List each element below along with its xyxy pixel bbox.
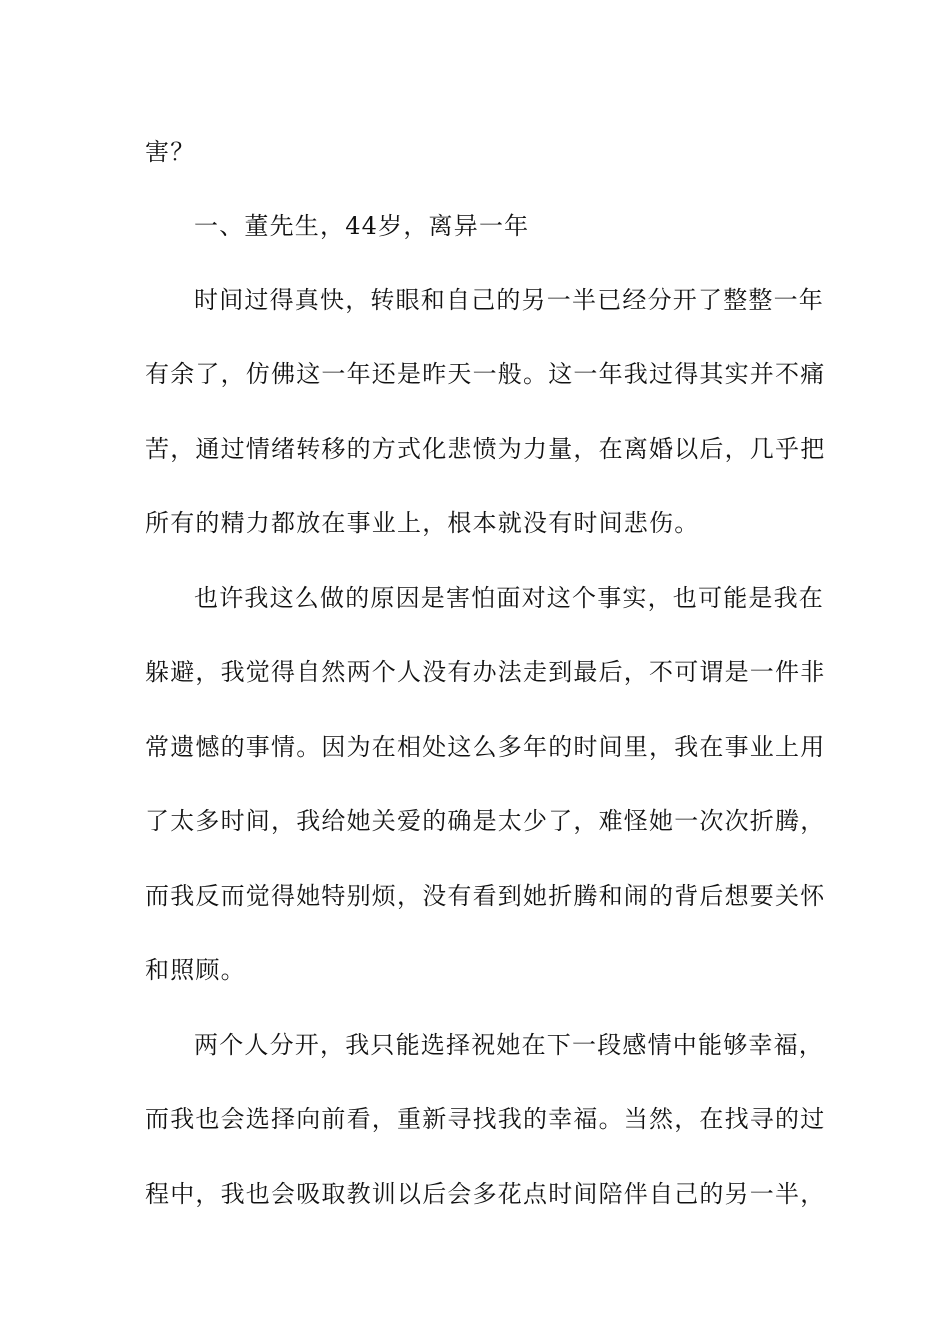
text-line-11: 而我反而觉得她特别烦，没有看到她折腾和闹的背后想要关怀 <box>145 882 826 910</box>
text-line-10: 了太多时间，我给她关爱的确是太少了，难怪她一次次折腾， <box>145 807 826 835</box>
text-line-5: 苦，通过情绪转移的方式化悲愤为力量，在离婚以后，几乎把 <box>145 435 826 463</box>
text-line-7: 也许我这么做的原因是害怕面对这个事实，也可能是我在 <box>194 584 824 612</box>
text-line-14: 而我也会选择向前看，重新寻找我的幸福。当然，在找寻的过 <box>145 1105 826 1133</box>
text-line-6: 所有的精力都放在事业上，根本就没有时间悲伤。 <box>145 509 700 537</box>
text-line-8: 躲避，我觉得自然两个人没有办法走到最后，不可谓是一件非 <box>145 658 826 686</box>
text-line-4: 有余了，仿佛这一年还是昨天一般。这一年我过得其实并不痛 <box>145 360 826 388</box>
text-line-15: 程中，我也会吸取教训以后会多花点时间陪伴自己的另一半， <box>145 1180 826 1208</box>
text-line-3: 时间过得真快，转眼和自己的另一半已经分开了整整一年 <box>194 286 824 314</box>
text-line-13: 两个人分开，我只能选择祝她在下一段感情中能够幸福， <box>194 1031 824 1059</box>
section-heading: 一、董先生，44岁，离异一年 <box>194 212 530 240</box>
text-line-1: 害？ <box>145 138 196 166</box>
text-line-12: 和照顾。 <box>145 956 246 984</box>
text-line-9: 常遗憾的事情。因为在相处这么多年的时间里，我在事业上用 <box>145 733 826 761</box>
